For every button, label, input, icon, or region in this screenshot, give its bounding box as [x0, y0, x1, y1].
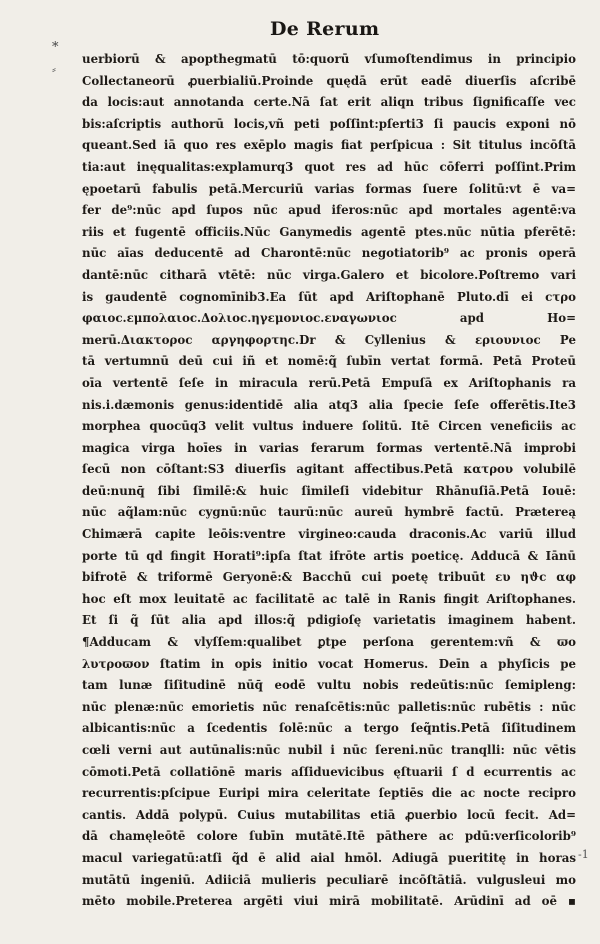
text-line: Et ſi q̃ ſūt alia apd illos:q̃ pdigioſę varietatis imaginem habent. — [82, 613, 576, 628]
text-line: tam lunæ ſiſitudinē nūq̄ eodē vultu nobis redeūtis:nūc ſemipleng: — [82, 678, 576, 693]
text-line: macul variegatū:atſi q̃d ē alid aial hmōl. Adiugā puerititę in horas — [82, 850, 576, 865]
text-line: ępoetarū fabulis petā.Mercuriū varias formas ſuere ſolitū:vt ē va= — [82, 181, 576, 196]
text-line: tia:aut inęqualitas:explamurq3 quot res ad hūc cōferri poſſint.Prim — [82, 159, 576, 174]
text-line: deū:nunq̄ ſibi ſimilē:& huic ſimileſi videbitur Rhānuſiā.Petā Iouē: — [82, 483, 576, 498]
text-line: oīa vertentē ſeſe in miracula rerū.Petā Empuſā ex Ariſtophanis ra — [82, 375, 576, 390]
running-head: De Rerum — [270, 18, 380, 40]
text-line: cōmoti.Petā collatiōnē maris aſſiduevicibus ęſtuarii ſ d ecurrentis ac — [82, 764, 576, 779]
text-line: φαιοϲ.εμπολαιοϲ.Δολιοϲ.ηγεμονιοϲ.εναγωνιοϲ apd Ho= — [82, 311, 576, 326]
text-line: merū.Διακτοροϲ αργηφορτηϲ.Dr & Cyllenius & εριουνιοϲ Pe — [82, 332, 576, 347]
page-marker: * — [52, 40, 59, 55]
text-line: porte tū qd fingit Horati⁹:ipſa ſtat ifrōte artis poeticę. Adducā & Iānū — [82, 548, 576, 563]
text-line: dantē:nūc citharā vtētē: nūc virga.Galero et bicolore.Poſtremo vari — [82, 267, 576, 282]
text-line: albicantis:nūc a ſcedentis ſolē:nūc a tergo ſeq̃ntis.Petā ſiſitudinem — [82, 721, 576, 736]
text-line: queant.Sed iā quo res exēplo magis fiat perſpicua : Sit titulus incōſtā — [82, 138, 576, 153]
text-line: nūc aq̃lam:nūc cygnū:nūc taurū:nūc aureū hymbrē factū. Prætereą — [82, 505, 576, 520]
text-line: bis:aſcriptis authorū locis,vñ peti poſſint:pſerti3 ſi paucis exponi nō — [82, 116, 576, 131]
text-line: recurrentis:pſcipue Euripi mira celeritate ſeptiēs die ac nocte recipro — [82, 786, 576, 801]
text-line: hoc eſt mox leuitatē ac facilitatē ac talē in Ranis fingit Ariſtophanes. — [82, 591, 576, 606]
text-line: nis.i.dæmonis genus:identidē alia atq3 alia ſpecie ſeſe offerētis.Ite3 — [82, 397, 576, 412]
text-line: cœli verni aut autūnalis:nūc nubil i nūc ſereni.nūc tranqlli: nūc vētis — [82, 743, 576, 757]
text-line: fer de⁹:nūc apd ſupos nūc apud iferos:nūc apd mortales agentē:va — [82, 203, 576, 218]
text-line: nūc aīas deducentē ad Charontē:nūc negotiatorib⁹ ac pronis operā — [82, 246, 576, 261]
text-line: ſecū non cōſtant:S3 diuerſis agitant affectibus.Petā κατρου volubilē — [82, 462, 576, 477]
text-line: ¶Adducam & vlyſſem:qualibet ꝑtpe perſona gerentem:vñ & ϖο — [82, 635, 576, 650]
text-line: da locis:aut annotanda certe.Nā ſat erit aliqn tribus ſignificaſſe vec — [82, 95, 576, 110]
text-line: mēto mobile.Preterea argēti viui mirā mobilitatē. Arūdinī ad oē ▪ — [82, 894, 576, 909]
text-line: Chimærā capite leōis:ventre virgineo:cauda draconis.Ac variū illud — [82, 527, 576, 542]
text-line: Collectaneorū ꝓuerbialiū.Proinde quędā erūt eadē diuerſis aſcribē — [82, 73, 576, 88]
text-line: dā chamęleōtē colore ſubīn mutātē.Itē pāthere ac pdū:verſicolorib⁹ — [82, 829, 576, 844]
text-line: riis et fugentē officiis.Nūc Ganymedis agentē ptes.nūc nūtia pferētē: — [82, 224, 576, 239]
text-line: morphea quocūq3 velit vultus induere ſolitū. Itē Circen veneficiis ac — [82, 419, 576, 434]
side-mark: ⸗ — [52, 62, 56, 76]
text-line: is gaudentē cognomīnib3.Ea ſūt apd Ariſtophanē Pluto.dī ei ϲτρο — [82, 289, 576, 304]
text-line: λυτροϖον ſtatim in opis initio vocat Homerus. Deīn a phyſicis pe — [82, 656, 576, 671]
text-line: uerbiorū & apopthegmatū tō:quorū vſumoſtendimus in principio — [82, 52, 576, 66]
text-line: cantis. Addā polypū. Cuius mutabilitas etiā ꝓuerbio locū fecit. Ad= — [82, 807, 576, 822]
text-line: nūc plenæ:nūc emorietis nūc renaſcētis:nūc palletis:nūc rubētis : nūc — [82, 699, 576, 714]
text-line: mutātū ingeniū. Adiiciā mulieris peculiarē incōſtātiā. vulgusleui mo — [82, 872, 576, 887]
right-margin-mark: -1 — [578, 848, 589, 861]
text-line: bifrotē & triformē Geryonē:& Bacchū cui poetę tribuūt ευ ηϑϲ αφ — [82, 570, 576, 585]
text-block — [82, 49, 576, 913]
text-line: magica virga hoīes in varias ferarum formas vertentē.Nā improbi — [82, 440, 576, 455]
text-line: tā vertumnū deū cui iñ et nomē:q̃ ſubīn vertat formā. Petā Proteū — [82, 354, 576, 369]
